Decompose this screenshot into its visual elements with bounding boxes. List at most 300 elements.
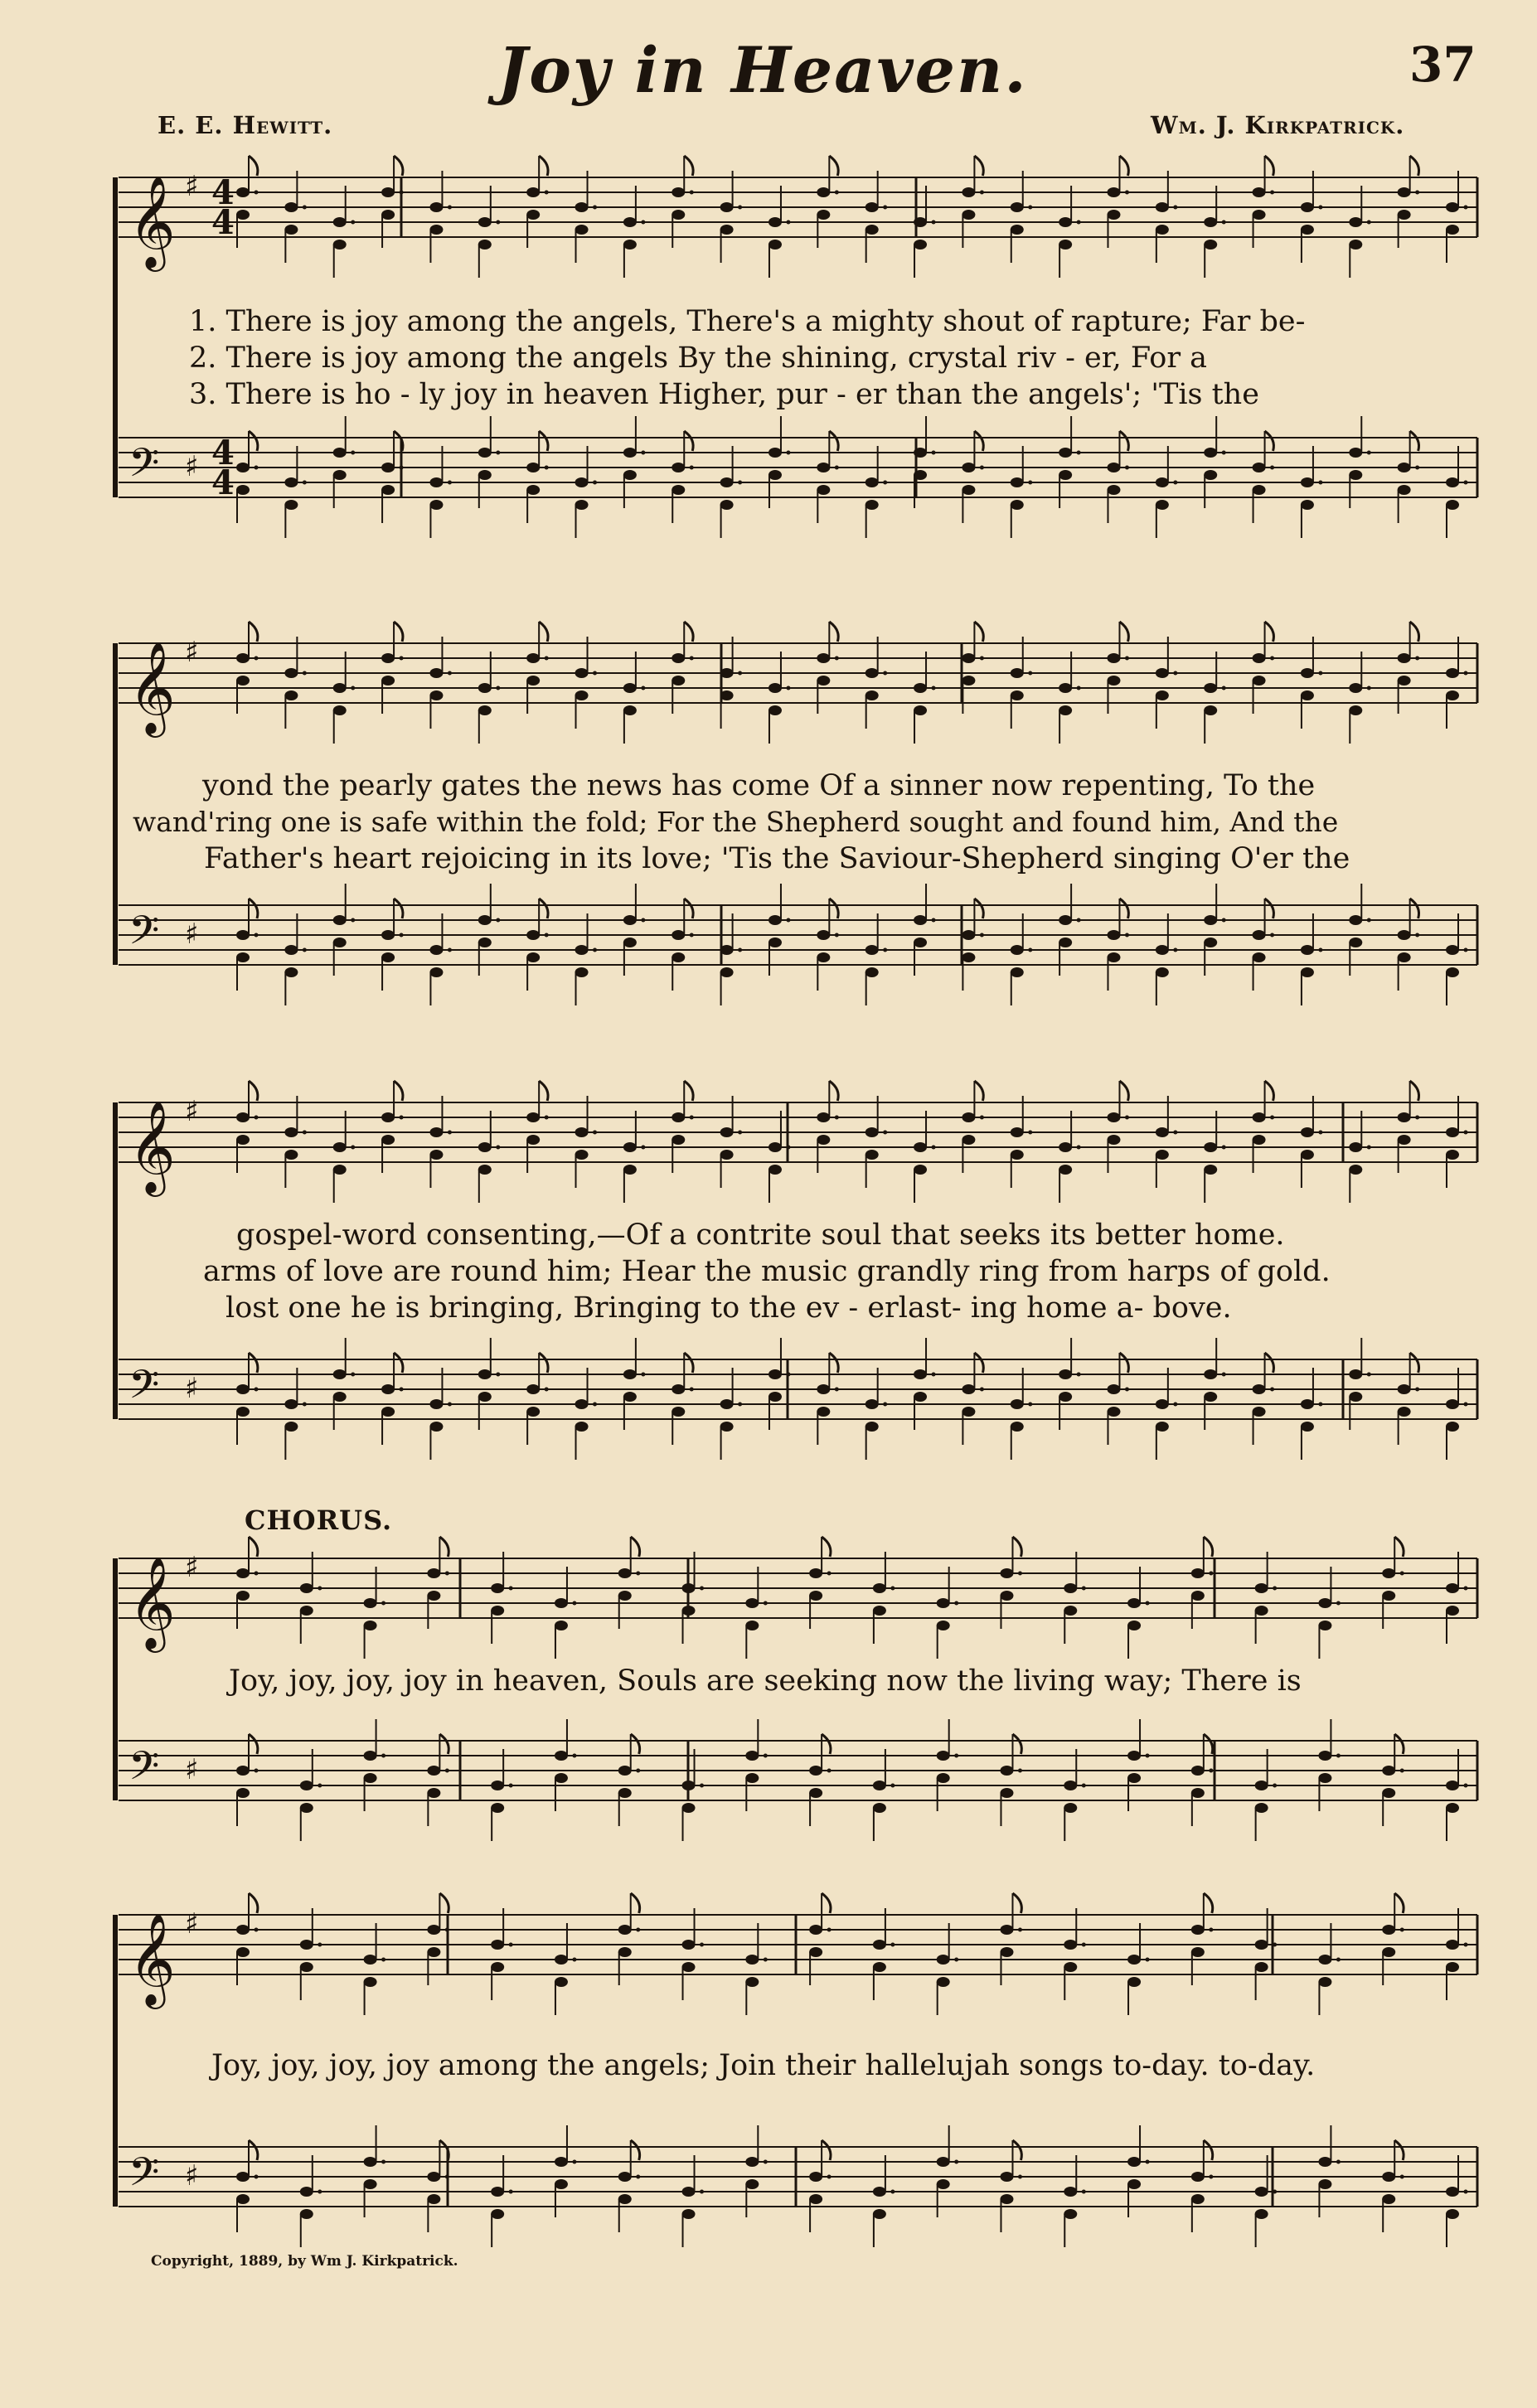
note-head (1398, 1112, 1411, 1122)
dot (303, 481, 307, 485)
note-head (1011, 690, 1024, 700)
note-head (1059, 1142, 1072, 1152)
bass-clef-icon: 𝄢 (128, 1742, 160, 1799)
dot (381, 1754, 385, 1758)
note-flag (249, 622, 258, 642)
dot (545, 1388, 549, 1392)
note-head (284, 1422, 298, 1432)
note-flag (1119, 1353, 1128, 1373)
note-flag (394, 1353, 403, 1373)
dot (1173, 1403, 1177, 1407)
dot (1400, 1769, 1404, 1773)
note-head (427, 1947, 440, 1957)
note-flag (1265, 899, 1274, 918)
note-head (865, 477, 879, 487)
note-head (817, 930, 830, 940)
note-flag (439, 2140, 448, 2160)
dot (738, 206, 742, 210)
dot (700, 1943, 704, 1947)
note-head (914, 1392, 927, 1402)
note-head (1253, 676, 1266, 686)
dot (572, 1601, 576, 1606)
note-head (1446, 1583, 1459, 1593)
note-head (284, 477, 298, 487)
dot (932, 451, 936, 455)
note-head (817, 952, 830, 962)
note-head (937, 2179, 950, 2189)
note-head (284, 500, 298, 510)
dot (980, 191, 984, 195)
note-head (1446, 1127, 1459, 1137)
dot (1367, 1146, 1371, 1150)
dot (509, 2190, 513, 2194)
note-head (1446, 202, 1459, 212)
note-head (962, 1135, 975, 1145)
note-head (809, 1788, 822, 1798)
dot (1464, 1943, 1468, 1947)
note-head (1382, 1947, 1395, 1957)
note-head (300, 1781, 313, 1790)
note-head (1191, 1947, 1205, 1957)
dot (738, 671, 742, 676)
lyric-line: 3. There is ho - ly joy in heaven Higher, pur - er than the angels'; 'Tis the (189, 378, 1259, 411)
dot (764, 1754, 768, 1758)
note-head (768, 938, 782, 947)
note-head (873, 1606, 886, 1616)
note-head (865, 690, 879, 700)
dot (1336, 2160, 1341, 2164)
note-head (962, 463, 975, 472)
note-flag (631, 2140, 640, 2160)
note-head (1398, 1384, 1411, 1394)
note-head (1204, 470, 1217, 480)
note-head (1349, 470, 1362, 480)
dot (827, 1769, 832, 1773)
note-head (284, 945, 298, 955)
note-head (1255, 1962, 1268, 1972)
dot (351, 918, 355, 923)
note-flag (249, 2140, 258, 2160)
note-flag (829, 622, 838, 642)
dot (1367, 918, 1371, 923)
note-head (1253, 210, 1266, 220)
note-head (623, 217, 637, 227)
dot (764, 1958, 768, 1962)
note-head (1127, 2157, 1141, 2167)
note-head (1446, 1150, 1459, 1160)
lyric-line: Joy, joy, joy, joy in heaven, Souls are seeking now the living way; There is (229, 1664, 1302, 1698)
note-head (555, 1598, 568, 1608)
note-head (236, 1568, 250, 1578)
dot (890, 1587, 895, 1591)
note-head (720, 1399, 734, 1409)
dot (764, 1601, 768, 1606)
note-head (300, 1583, 313, 1593)
note-head (429, 225, 443, 235)
note-head (914, 683, 927, 693)
dot (690, 1116, 694, 1120)
dot (1146, 1958, 1150, 1962)
note-head (865, 1399, 879, 1409)
note-flag (822, 2140, 831, 2160)
dot (1209, 1928, 1213, 1932)
note-head (672, 1135, 685, 1145)
note-head (478, 240, 492, 250)
note-flag (684, 1353, 693, 1373)
note-head (817, 485, 830, 495)
note-head (491, 2187, 504, 2197)
note-flag (439, 1893, 448, 1913)
dot (980, 933, 984, 938)
note-flag (249, 431, 258, 451)
note-head (768, 1142, 782, 1152)
note-head (1255, 1583, 1268, 1593)
note-head (427, 1766, 440, 1776)
note-head (1301, 500, 1314, 510)
note-head (1156, 500, 1169, 510)
note-head (555, 2179, 568, 2189)
note-flag (1012, 1893, 1021, 1913)
note-head (873, 1781, 886, 1790)
note-head (1446, 1399, 1459, 1409)
dot (509, 1784, 513, 1788)
dot (1273, 1587, 1277, 1591)
dot (1270, 933, 1274, 938)
note-head (526, 210, 540, 220)
note-head (555, 1751, 568, 1761)
dot (890, 2190, 895, 2194)
note-flag (1012, 1734, 1021, 1754)
dot (835, 933, 839, 938)
note-head (236, 210, 250, 220)
note-head (623, 683, 637, 693)
note-head (236, 1135, 250, 1145)
note-head (1382, 2172, 1395, 2182)
note-head (1127, 1598, 1141, 1608)
note-head (1059, 470, 1072, 480)
note-head (672, 952, 685, 962)
note-head (478, 448, 492, 458)
dot (1400, 1928, 1404, 1932)
note-head (1446, 2187, 1459, 2197)
note-head (914, 217, 927, 227)
note-head (618, 2172, 632, 2182)
note-head (618, 1568, 632, 1578)
dot (1077, 451, 1081, 455)
note-head (1318, 1955, 1331, 1965)
note-head (865, 1422, 879, 1432)
note-head (720, 202, 734, 212)
note-head (623, 1369, 637, 1379)
note-head (236, 1788, 250, 1798)
note-flag (829, 431, 838, 451)
note-head (1382, 1766, 1395, 1776)
note-head (623, 240, 637, 250)
note-flag (439, 1537, 448, 1557)
note-flag (822, 1537, 831, 1557)
note-head (865, 225, 879, 235)
note-head (1349, 217, 1362, 227)
note-head (817, 210, 830, 220)
note-flag (1119, 431, 1128, 451)
note-head (300, 1606, 313, 1616)
note-head (817, 676, 830, 686)
dot (1464, 206, 1468, 210)
note-head (1349, 915, 1362, 925)
dot (1125, 1116, 1129, 1120)
note-head (427, 1568, 440, 1578)
note-head (1398, 463, 1411, 472)
note-head (575, 1399, 589, 1409)
note-head (1398, 930, 1411, 940)
note-head (1059, 1392, 1072, 1402)
note-head (1398, 187, 1411, 197)
note-head (1107, 1407, 1120, 1417)
dot (980, 657, 984, 661)
note-head (745, 1773, 759, 1783)
dot (255, 1116, 259, 1120)
note-head (1191, 2172, 1205, 2182)
note-head (478, 1142, 492, 1152)
note-head (1204, 448, 1217, 458)
dot (1028, 1131, 1032, 1135)
dot (883, 948, 887, 952)
note-head (1255, 1940, 1268, 1950)
note-flag (974, 899, 983, 918)
note-head (555, 1621, 568, 1630)
note-head (1446, 668, 1459, 678)
note-head (491, 1962, 504, 1972)
note-head (1301, 668, 1314, 678)
note-head (1253, 187, 1266, 197)
note-head (962, 930, 975, 940)
note-head (1446, 1940, 1459, 1950)
note-flag (1265, 431, 1274, 451)
note-flag (1265, 622, 1274, 642)
note-head (1301, 225, 1314, 235)
note-head (720, 945, 734, 955)
note-head (962, 187, 975, 197)
note-head (1253, 1407, 1266, 1417)
dot (890, 1943, 895, 1947)
note-head (1191, 1591, 1205, 1601)
dot (764, 2160, 768, 2164)
dot (1125, 466, 1129, 470)
note-head (1349, 240, 1362, 250)
note-head (575, 1127, 589, 1137)
note-flag (249, 1734, 258, 1754)
note-head (491, 1583, 504, 1593)
note-head (1059, 683, 1072, 693)
note-flag (829, 899, 838, 918)
dot (690, 657, 694, 661)
note-head (1011, 477, 1024, 487)
note-flag (1394, 1893, 1404, 1913)
dot (835, 1116, 839, 1120)
note-head (817, 653, 830, 663)
note-head (1156, 225, 1169, 235)
note-head (555, 1955, 568, 1965)
dot (690, 191, 694, 195)
note-head (491, 1606, 504, 1616)
note-head (1253, 1135, 1266, 1145)
note-head (575, 967, 589, 977)
note-head (284, 668, 298, 678)
dot (1028, 481, 1032, 485)
dot (932, 686, 936, 690)
note-head (937, 1773, 950, 1783)
dot (636, 1928, 640, 1932)
note-flag (539, 431, 548, 451)
note-head (1107, 1112, 1120, 1122)
note-flag (249, 156, 258, 176)
note-head (1000, 2194, 1013, 2204)
note-head (1398, 485, 1411, 495)
note-head (1064, 1803, 1077, 1813)
note-head (284, 1127, 298, 1137)
treble-clef-icon: 𝄞 (128, 175, 176, 268)
note-head (236, 2172, 250, 2182)
note-head (720, 1127, 734, 1137)
note-head (1011, 1399, 1024, 1409)
hymn-title: Joy in Heaven. (497, 33, 1028, 107)
note-head (914, 448, 927, 458)
dot (318, 1943, 322, 1947)
note-head (427, 1925, 440, 1935)
note-head (429, 1150, 443, 1160)
note-flag (974, 431, 983, 451)
note-head (865, 202, 879, 212)
dot (1464, 948, 1468, 952)
note-flag (974, 1353, 983, 1373)
sharp-icon: ♯ (185, 918, 199, 951)
note-flag (249, 1537, 258, 1557)
note-head (1064, 2209, 1077, 2219)
note-head (429, 945, 443, 955)
note-flag (1119, 622, 1128, 642)
note-flag (249, 1353, 258, 1373)
note-head (333, 915, 347, 925)
note-flag (1394, 1734, 1404, 1754)
note-head (618, 1788, 632, 1798)
note-head (914, 240, 927, 250)
note-flag (394, 156, 403, 176)
note-head (1156, 1399, 1169, 1409)
note-flag (394, 1081, 403, 1101)
note-head (865, 500, 879, 510)
note-flag (1119, 899, 1128, 918)
note-head (1204, 1142, 1217, 1152)
dot (1367, 451, 1371, 455)
note-head (1191, 2194, 1205, 2204)
dot (572, 1958, 576, 1962)
note-head (682, 2187, 696, 2197)
note-head (333, 683, 347, 693)
note-head (1107, 653, 1120, 663)
time-signature: 4 (211, 463, 235, 502)
note-head (672, 1112, 685, 1122)
dot (738, 481, 742, 485)
note-head (962, 1407, 975, 1417)
note-head (1204, 240, 1217, 250)
note-head (429, 668, 443, 678)
note-head (914, 1142, 927, 1152)
note-head (1064, 1940, 1077, 1950)
dot (1464, 1784, 1468, 1788)
note-flag (1394, 1537, 1404, 1557)
note-head (381, 930, 395, 940)
note-head (1446, 500, 1459, 510)
note-head (1107, 210, 1120, 220)
note-head (809, 2194, 822, 2204)
note-head (1127, 1955, 1141, 1965)
note-head (682, 2209, 696, 2219)
note-head (333, 938, 347, 947)
dot (1222, 220, 1226, 225)
note-head (1191, 1568, 1205, 1578)
dot (1222, 686, 1226, 690)
note-head (381, 676, 395, 686)
dot (738, 1131, 742, 1135)
note-head (478, 217, 492, 227)
note-head (333, 1165, 347, 1175)
dot (1400, 2175, 1404, 2179)
note-head (682, 1781, 696, 1790)
note-head (937, 1977, 950, 1987)
note-flag (539, 1081, 548, 1101)
dot (738, 1403, 742, 1407)
note-head (745, 2179, 759, 2189)
note-flag (394, 899, 403, 918)
note-flag (1012, 2140, 1021, 2160)
note-head (1000, 1766, 1013, 1776)
note-head (914, 470, 927, 480)
note-head (1382, 1788, 1395, 1798)
dot (445, 2175, 449, 2179)
dot (496, 918, 500, 923)
note-head (672, 1407, 685, 1417)
note-head (1398, 1407, 1411, 1417)
note-head (364, 2179, 377, 2189)
note-head (682, 1606, 696, 1616)
dot (400, 933, 404, 938)
note-head (672, 210, 685, 220)
note-head (1156, 1127, 1169, 1137)
note-head (364, 1621, 377, 1630)
dot (1464, 1403, 1468, 1407)
note-flag (822, 1734, 831, 1754)
note-head (1318, 2179, 1331, 2189)
note-head (623, 915, 637, 925)
note-head (1064, 1781, 1077, 1790)
note-flag (829, 156, 838, 176)
note-head (575, 945, 589, 955)
note-head (1059, 217, 1072, 227)
dot (980, 1388, 984, 1392)
note-head (720, 477, 734, 487)
note-head (364, 2157, 377, 2167)
note-head (333, 1369, 347, 1379)
note-head (1011, 500, 1024, 510)
note-head (555, 1977, 568, 1987)
note-head (962, 676, 975, 686)
note-head (381, 485, 395, 495)
note-head (937, 1751, 950, 1761)
dot (1209, 1572, 1213, 1576)
note-head (720, 967, 734, 977)
note-head (381, 952, 395, 962)
dot (255, 2175, 259, 2179)
